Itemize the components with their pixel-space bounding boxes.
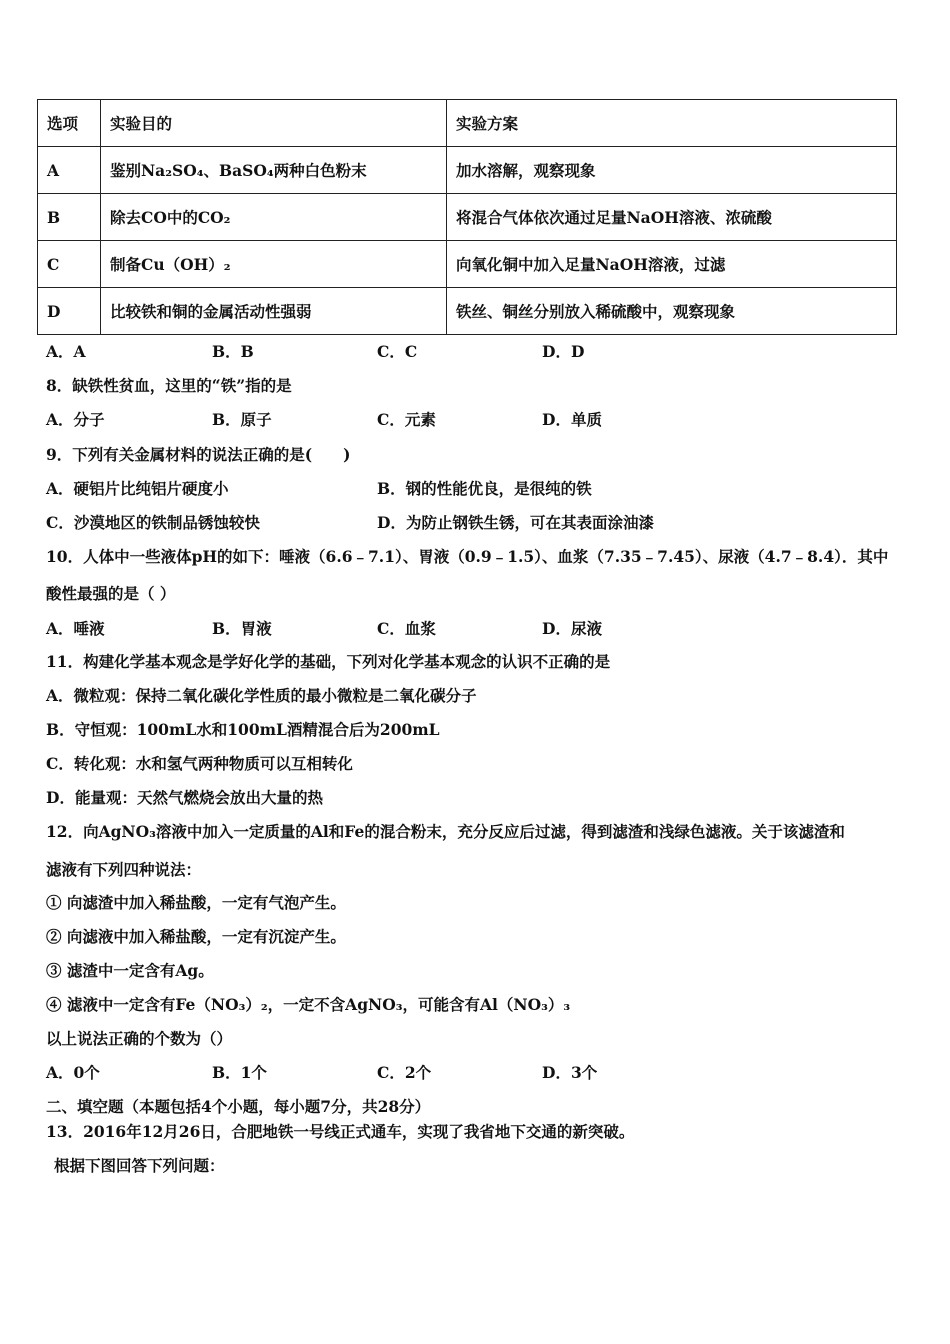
q12-option-b[interactable]: B．1个	[212, 1063, 267, 1082]
row-plan: 向氧化铜中加入足量NaOH溶液，过滤	[447, 241, 897, 288]
q12-statement-3: ③ 滤渣中一定含有Ag。	[46, 961, 214, 980]
q10-option-c[interactable]: C．血浆	[377, 619, 436, 638]
row-plan: 加水溶解，观察现象	[447, 147, 897, 194]
table-row	[38, 288, 897, 335]
q11-stem: 11．构建化学基本观念是学好化学的基础，下列对化学基本观念的认识不正确的是	[46, 652, 611, 671]
header-option: 选项	[38, 100, 101, 147]
q12-option-d[interactable]: D．3个	[542, 1063, 598, 1082]
q12-option-a[interactable]: A．0个	[46, 1063, 100, 1082]
q10-option-b[interactable]: B．胃液	[212, 619, 272, 638]
q11-option-b[interactable]: B．守恒观：100mL水和100mL酒精混合后为200mL	[46, 720, 440, 739]
row-purpose: 除去CO中的CO₂	[101, 194, 447, 241]
q7-option-b[interactable]: B．B	[212, 342, 254, 361]
q7-option-a[interactable]: A．A	[46, 342, 86, 361]
table-header-row	[38, 100, 897, 147]
row-purpose: 鉴别Na₂SO₄、BaSO₄两种白色粉末	[101, 147, 447, 194]
q12-statement-1: ① 向滤渣中加入稀盐酸，一定有气泡产生。	[46, 893, 346, 912]
q11-option-d[interactable]: D．能量观：天然气燃烧会放出大量的热	[46, 788, 323, 807]
q7-option-d[interactable]: D．D	[542, 342, 585, 361]
q11-option-a[interactable]: A．微粒观：保持二氧化碳化学性质的最小微粒是二氧化碳分子	[46, 686, 477, 705]
table-row	[38, 241, 897, 288]
q8-option-d[interactable]: D．单质	[542, 410, 602, 429]
row-label: D	[38, 288, 101, 335]
q9-option-b[interactable]: B．钢的性能优良，是很纯的铁	[377, 479, 592, 498]
q8-option-b[interactable]: B．原子	[212, 410, 272, 429]
table-row	[38, 147, 897, 194]
row-label: B	[38, 194, 101, 241]
q12-statement-4: ④ 滤液中一定含有Fe（NO₃）₂，一定不含AgNO₃，可能含有Al（NO₃）₃	[46, 995, 571, 1014]
experiment-table	[37, 99, 897, 335]
row-label: A	[38, 147, 101, 194]
row-purpose: 比较铁和铜的金属活动性强弱	[101, 288, 447, 335]
q12-statement-2: ② 向滤液中加入稀盐酸，一定有沉淀产生。	[46, 927, 346, 946]
q12-stem-line1: 12．向AgNO₃溶液中加入一定质量的Al和Fe的混合粉末，充分反应后过滤，得到滤渣和浅绿色滤液。关于该滤渣和	[46, 822, 845, 841]
q9-option-d[interactable]: D．为防止钢铁生锈，可在其表面涂油漆	[377, 513, 654, 532]
q8-option-c[interactable]: C．元素	[377, 410, 436, 429]
q8-option-a[interactable]: A．分子	[46, 410, 105, 429]
q12-question: 以上说法正确的个数为（）	[46, 1029, 233, 1048]
q10-stem-line2: 酸性最强的是（ ）	[46, 584, 176, 603]
row-purpose: 制备Cu（OH）₂	[101, 241, 447, 288]
q13-sub: 根据下图回答下列问题：	[54, 1156, 225, 1175]
row-label: C	[38, 241, 101, 288]
q10-option-a[interactable]: A．唾液	[46, 619, 105, 638]
q7-option-c[interactable]: C．C	[377, 342, 418, 361]
q9-option-c[interactable]: C．沙漠地区的铁制品锈蚀较快	[46, 513, 260, 532]
header-plan: 实验方案	[447, 100, 897, 147]
q12-option-c[interactable]: C．2个	[377, 1063, 432, 1082]
q8-stem: 8．缺铁性贫血，这里的“铁”指的是	[46, 376, 292, 395]
q11-option-c[interactable]: C．转化观：水和氢气两种物质可以互相转化	[46, 754, 353, 773]
row-plan: 铁丝、铜丝分别放入稀硫酸中，观察现象	[447, 288, 897, 335]
q12-stem-line2: 滤液有下列四种说法：	[46, 860, 202, 879]
q10-option-d[interactable]: D．尿液	[542, 619, 602, 638]
q10-stem-line1: 10．人体中一些液体pH的如下：唾液（6.6﹣7.1）、胃液（0.9﹣1.5）、血浆（7.35﹣7.45）、尿液（4.7﹣8.4）．其中	[46, 547, 889, 566]
section-title: 二、填空题（本题包括4个小题，每小题7分，共28分）	[46, 1097, 431, 1116]
header-purpose: 实验目的	[101, 100, 447, 147]
table-row	[38, 194, 897, 241]
q9-option-a[interactable]: A．硬铝片比纯铝片硬度小	[46, 479, 229, 498]
q9-stem: 9．下列有关金属材料的说法正确的是( )	[46, 445, 351, 464]
q13-stem: 13．2016年12月26日，合肥地铁一号线正式通车，实现了我省地下交通的新突破。	[46, 1122, 635, 1141]
row-plan: 将混合气体依次通过足量NaOH溶液、浓硫酸	[447, 194, 897, 241]
